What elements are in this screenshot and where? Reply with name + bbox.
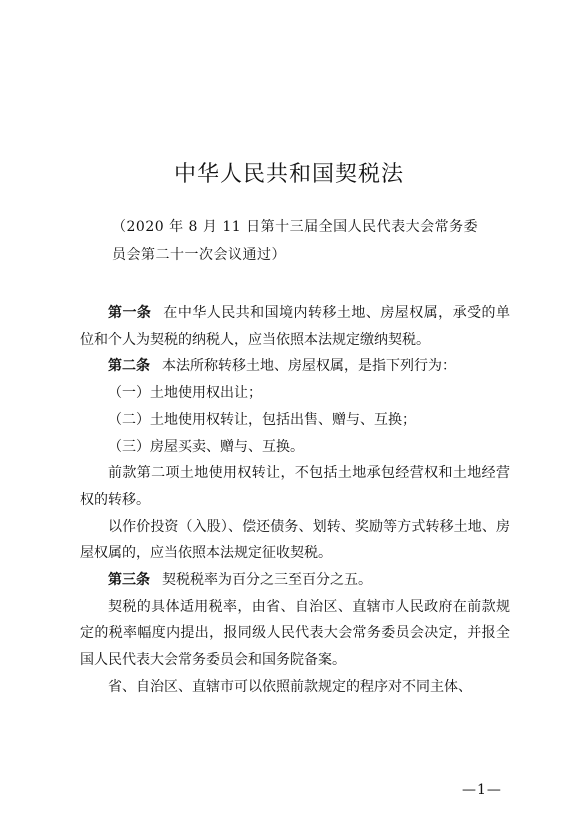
paragraph-text: 以作价投资（入股）、偿还债务、划转、奖励等方式转移土地、房屋权属的，应当依照本法规定征收契税。 xyxy=(80,518,510,562)
paragraph-article-2 xyxy=(80,353,510,380)
paragraph-text: 前款第二项土地使用权转让，不包括土地承包经营权和土地经营权的转移。 xyxy=(80,465,510,508)
document-body xyxy=(80,300,510,701)
paragraph-text: 契税的具体适用税率，由省、自治区、直辖市人民政府在前款规定的税率幅度内提出，报同级人民代表大会常务委员会决定，并报全国人民代表大会常务委员会和国务院备案。 xyxy=(80,598,510,669)
paragraph xyxy=(80,514,510,567)
page-number: —1— xyxy=(462,782,502,798)
paragraph xyxy=(80,460,510,513)
paragraph-text: 省、自治区、直辖市可以依照前款规定的程序对不同主体、 xyxy=(108,678,472,695)
paragraph-item-3 xyxy=(80,434,510,461)
article-label: 第二条 xyxy=(108,358,150,375)
paragraph-item-1 xyxy=(80,380,510,407)
article-label: 第一条 xyxy=(108,305,152,321)
paragraph-text: （一）土地使用权出让； xyxy=(108,385,262,402)
paragraph-text: （二）土地使用权转让，包括出售、赠与、互换； xyxy=(108,411,416,428)
paragraph-text: 本法所称转移土地、房屋权属，是指下列行为： xyxy=(162,358,456,375)
paragraph-text: 契税税率为百分之三至百分之五。 xyxy=(162,572,372,589)
paragraph xyxy=(80,594,510,674)
paragraph-article-1 xyxy=(80,300,510,353)
paragraph xyxy=(80,674,510,701)
paragraph-text: （三）房屋买卖、赠与、互换。 xyxy=(108,438,304,455)
document-subtitle: （2020 年 8 月 11 日第十三届全国人民代表大会常务委员会第二十一次会议通过） xyxy=(112,219,479,263)
paragraph-item-2 xyxy=(80,407,510,434)
paragraph-text: 在中华人民共和国境内转移土地、房屋权属，承受的单位和个人为契税的纳税人，应当依照本法规定缴纳契税。 xyxy=(80,305,511,348)
article-label: 第三条 xyxy=(108,572,150,589)
document-title: 中华人民共和国契税法 xyxy=(173,162,404,187)
paragraph-article-3 xyxy=(80,567,510,594)
